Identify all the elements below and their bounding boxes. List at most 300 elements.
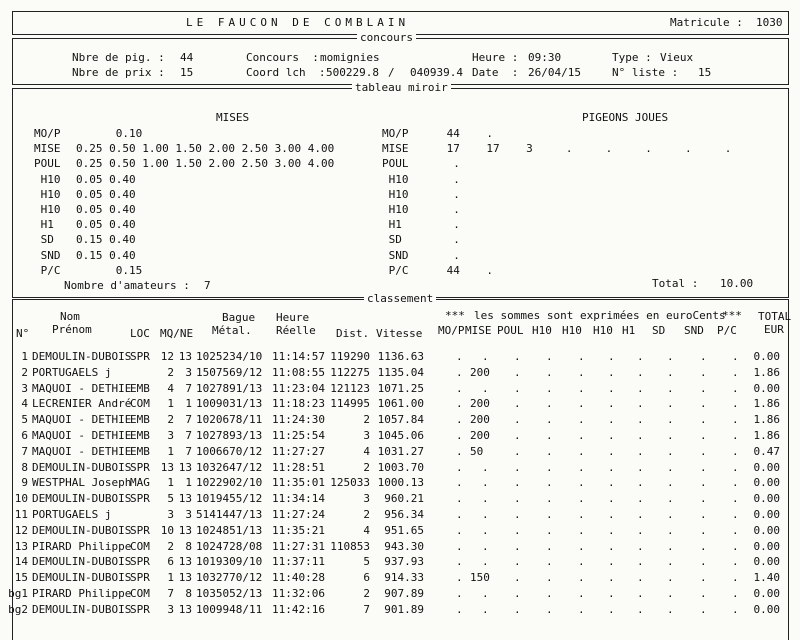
- empty-dot-cell: .: [482, 602, 489, 616]
- pigeons-row-label: H10: [382, 203, 409, 216]
- row-bague: 1032770/12: [196, 571, 263, 585]
- matricule-label: Matricule :: [670, 16, 743, 29]
- row-ne: 13: [178, 602, 192, 616]
- empty-dot-cell: .: [546, 492, 553, 506]
- col-header-stars-left: ***: [445, 309, 465, 322]
- empty-dot-cell: .: [546, 602, 553, 616]
- empty-dot-cell: .: [456, 492, 463, 506]
- empty-dot-cell: .: [514, 397, 521, 411]
- col-header-eur: EUR: [764, 323, 784, 336]
- empty-dot-cell: .: [514, 444, 521, 458]
- row-total: 0.00: [753, 555, 780, 569]
- mises-row-label: SD: [34, 233, 54, 247]
- empty-dot-cell: .: [456, 429, 463, 442]
- empty-dot-cell: .: [608, 381, 615, 395]
- row-name: DEMOULIN-DUBOIS: [32, 492, 132, 506]
- empty-dot-cell: .: [546, 429, 553, 442]
- empty-dot-cell: .: [514, 460, 521, 474]
- tableau-section-title: tableau miroir: [352, 81, 451, 94]
- total-value: 10.00: [720, 277, 754, 290]
- row-mq: 4: [167, 381, 174, 395]
- pigeons-row-values: .: [440, 187, 460, 201]
- table-row: [0, 366, 800, 382]
- empty-dot-cell: .: [546, 381, 553, 395]
- empty-dot-cell: .: [732, 381, 739, 395]
- col-header-h10: H10: [532, 324, 552, 337]
- empty-dot-cell: .: [637, 413, 644, 427]
- row-ne: 13: [178, 571, 192, 585]
- pigeons-row-values: .: [440, 203, 460, 216]
- row-mq: 13: [160, 460, 174, 474]
- empty-dot-cell: .: [514, 523, 521, 537]
- empty-dot-cell: .: [456, 460, 463, 474]
- row-mq: 2: [167, 539, 174, 553]
- row-ne: 1: [185, 476, 192, 490]
- type-value: Vieux: [660, 51, 694, 64]
- empty-dot-cell: .: [637, 539, 644, 553]
- row-dist: 2: [363, 508, 370, 521]
- empty-dot-cell: .: [546, 555, 553, 569]
- empty-dot-cell: .: [482, 460, 489, 474]
- empty-dot-cell: .: [667, 429, 674, 442]
- empty-dot-cell: .: [700, 350, 707, 363]
- row-number: 5: [21, 413, 28, 427]
- row-loc: COM: [130, 587, 150, 600]
- empty-dot-cell: .: [456, 523, 463, 537]
- empty-dot-cell: .: [608, 508, 615, 521]
- pigeons-row-label: MO/P: [382, 127, 409, 140]
- empty-dot-cell: .: [732, 476, 739, 490]
- heure-label: Heure :: [472, 51, 519, 64]
- pigeons-row-label: H10: [382, 172, 409, 186]
- row-vitesse: 1135.04: [377, 365, 424, 379]
- empty-dot-cell: .: [667, 523, 674, 537]
- mises-row-label: MO/P: [34, 127, 61, 140]
- empty-dot-cell: .: [578, 476, 585, 490]
- row-loc: EMB: [130, 413, 150, 427]
- row-heure: 11:27:24: [272, 508, 325, 521]
- row-ne: 7: [185, 444, 192, 458]
- row-total: 0.47: [753, 444, 780, 458]
- empty-dot-cell: .: [456, 444, 463, 458]
- row-number: 13: [14, 539, 28, 553]
- empty-dot-cell: .: [732, 413, 739, 427]
- row-heure: 11:27:31: [272, 539, 325, 553]
- row-total: 0.00: [753, 539, 780, 553]
- row-number: 8: [21, 460, 28, 474]
- row-bague: 1009031/13: [196, 397, 263, 411]
- empty-dot-cell: .: [456, 508, 463, 521]
- col-header-h10: H10: [593, 324, 613, 337]
- empty-dot-cell: .: [456, 476, 463, 490]
- empty-dot-cell: .: [637, 444, 644, 458]
- mises-row-values: 0.15: [76, 263, 143, 277]
- pigeons-row-values: .: [440, 157, 460, 171]
- pigeons-row-values: .: [440, 172, 460, 186]
- empty-dot-cell: .: [732, 539, 739, 553]
- row-vitesse: 1000.13: [377, 476, 424, 490]
- empty-dot-cell: .: [637, 397, 644, 411]
- empty-dot-cell: .: [546, 539, 553, 553]
- empty-dot-cell: .: [578, 492, 585, 506]
- empty-dot-cell: .: [637, 508, 644, 521]
- empty-dot-cell: .: [578, 508, 585, 521]
- row-total: 1.86: [753, 413, 780, 427]
- row-ne: 3: [185, 365, 192, 379]
- empty-dot-cell: .: [514, 508, 521, 521]
- row-mq: 1: [167, 571, 174, 585]
- row-mq: 1: [167, 397, 174, 411]
- row-vitesse: 956.34: [384, 508, 424, 521]
- row-name: DEMOULIN-DUBOIS: [32, 602, 132, 616]
- row-number: 2: [21, 365, 28, 379]
- row-loc: SPR: [130, 350, 150, 363]
- row-vitesse: 943.30: [384, 539, 424, 553]
- row-bague: 5141447/13: [196, 508, 263, 521]
- empty-dot-cell: .: [700, 539, 707, 553]
- empty-dot-cell: .: [608, 523, 615, 537]
- row-dist: 3: [363, 492, 370, 506]
- amateurs-value: 7: [204, 279, 211, 292]
- row-heure: 11:23:04: [272, 381, 325, 395]
- empty-dot-cell: .: [608, 539, 615, 553]
- empty-dot-cell: .: [667, 587, 674, 600]
- col-header-sommes: les sommes sont exprimées en euroCents: [474, 309, 726, 322]
- empty-dot-cell: .: [667, 381, 674, 395]
- row-number: 12: [14, 523, 28, 537]
- row-number: bg1: [8, 587, 28, 600]
- empty-dot-cell: .: [578, 381, 585, 395]
- empty-dot-cell: .: [608, 571, 615, 585]
- row-total: 1.86: [753, 397, 780, 411]
- row-total: 0.00: [753, 492, 780, 506]
- row-dist: 3: [363, 429, 370, 442]
- classement-section-title: classement: [364, 292, 436, 305]
- row-vitesse: 1136.63: [377, 350, 424, 363]
- row-mq: 1: [167, 444, 174, 458]
- col-header-h10: H10: [562, 324, 582, 337]
- row-ne: 13: [178, 460, 192, 474]
- mises-row-label: MISE: [34, 142, 61, 156]
- row-mise: 200: [470, 365, 490, 379]
- row-number: bg2: [8, 602, 28, 616]
- row-vitesse: 1057.84: [377, 413, 424, 427]
- empty-dot-cell: .: [732, 460, 739, 474]
- row-vitesse: 907.89: [384, 587, 424, 600]
- empty-dot-cell: .: [667, 444, 674, 458]
- club-title: LE FAUCON DE COMBLAIN: [186, 16, 410, 29]
- empty-dot-cell: .: [546, 460, 553, 474]
- concours-value: momignies: [320, 51, 380, 64]
- liste-label: N° liste :: [612, 66, 679, 79]
- col-header-no: N°: [16, 327, 30, 340]
- empty-dot-cell: .: [637, 476, 644, 490]
- empty-dot-cell: .: [482, 381, 489, 395]
- row-name: PIRARD Philippe: [32, 587, 132, 600]
- empty-dot-cell: .: [700, 602, 707, 616]
- empty-dot-cell: .: [667, 539, 674, 553]
- row-name: PIRARD Philippe: [32, 539, 132, 553]
- row-heure: 11:32:06: [272, 587, 325, 600]
- row-loc: EMB: [130, 444, 150, 458]
- row-number: 1: [21, 350, 28, 363]
- mises-row-label: H10: [34, 203, 61, 216]
- row-dist: 7: [363, 602, 370, 616]
- row-name: MAQUOI - DETHIE: [32, 413, 132, 427]
- row-name: PORTUGAELS j: [32, 365, 112, 379]
- empty-dot-cell: .: [514, 587, 521, 600]
- row-vitesse: 1071.25: [377, 381, 424, 395]
- col-header-mqne: MQ/NE: [160, 327, 194, 340]
- pigeons-row-values: .: [440, 233, 460, 247]
- row-total: 0.00: [753, 508, 780, 521]
- row-name: LECRENIER André: [32, 397, 132, 411]
- pigeons-row-label: SND: [382, 248, 409, 262]
- row-name: DEMOULIN-DUBOIS: [32, 350, 132, 363]
- col-header-nom: Nom: [60, 310, 80, 323]
- row-loc: SPR: [130, 555, 150, 569]
- empty-dot-cell: .: [700, 508, 707, 521]
- row-number: 4: [21, 397, 28, 411]
- empty-dot-cell: .: [667, 460, 674, 474]
- matricule-value: 1030: [756, 16, 783, 29]
- row-loc: COM: [130, 397, 150, 411]
- col-header-vitesse: Vitesse: [376, 327, 423, 340]
- row-mq: 2: [167, 413, 174, 427]
- row-name: DEMOULIN-DUBOIS: [32, 460, 132, 474]
- liste-value: 15: [698, 66, 712, 79]
- col-header-stars-right: ***: [722, 309, 742, 322]
- empty-dot-cell: .: [667, 350, 674, 363]
- empty-dot-cell: .: [637, 460, 644, 474]
- row-total: 1.86: [753, 429, 780, 442]
- row-bague: 1025234/10: [196, 350, 263, 363]
- row-dist: 112275: [330, 365, 370, 379]
- mises-title: MISES: [216, 111, 250, 124]
- empty-dot-cell: .: [546, 350, 553, 363]
- row-dist: 2: [363, 413, 370, 427]
- empty-dot-cell: .: [514, 555, 521, 569]
- mises-row-values: 0.05 0.40: [76, 172, 136, 186]
- col-header-mop: MO/P: [438, 324, 465, 337]
- empty-dot-cell: .: [637, 571, 644, 585]
- empty-dot-cell: .: [732, 555, 739, 569]
- empty-dot-cell: .: [608, 476, 615, 490]
- empty-dot-cell: .: [700, 429, 707, 442]
- empty-dot-cell: .: [667, 492, 674, 506]
- empty-dot-cell: .: [700, 555, 707, 569]
- row-name: MAQUOI - DETHIE: [32, 444, 132, 458]
- row-bague: 1035052/13: [196, 587, 263, 600]
- date-value: 26/04/15: [528, 66, 581, 79]
- col-header-prenom: Prénom: [52, 323, 92, 336]
- col-header-pc: P/C: [717, 324, 737, 337]
- empty-dot-cell: .: [456, 413, 463, 427]
- row-number: 11: [14, 508, 28, 521]
- empty-dot-cell: .: [667, 413, 674, 427]
- empty-dot-cell: .: [482, 555, 489, 569]
- empty-dot-cell: .: [546, 397, 553, 411]
- date-label: Date :: [472, 66, 519, 79]
- table-row: [0, 429, 800, 445]
- row-mise: 200: [470, 413, 490, 427]
- empty-dot-cell: .: [482, 508, 489, 521]
- row-heure: 11:40:28: [272, 571, 325, 585]
- amateurs-label: Nombre d'amateurs :: [64, 279, 190, 292]
- empty-dot-cell: .: [546, 365, 553, 379]
- table-row: [0, 445, 800, 461]
- row-bague: 1019455/12: [196, 492, 263, 506]
- empty-dot-cell: .: [700, 571, 707, 585]
- empty-dot-cell: .: [456, 397, 463, 411]
- row-bague: 1020678/11: [196, 413, 263, 427]
- row-vitesse: 914.33: [384, 571, 424, 585]
- empty-dot-cell: .: [667, 602, 674, 616]
- table-row: [0, 508, 800, 524]
- empty-dot-cell: .: [700, 492, 707, 506]
- empty-dot-cell: .: [546, 587, 553, 600]
- empty-dot-cell: .: [732, 350, 739, 363]
- col-header-heure: Heure: [276, 311, 310, 324]
- row-loc: SPR: [130, 602, 150, 616]
- col-header-metal: Métal.: [212, 324, 252, 337]
- col-header-total: TOTAL: [758, 310, 792, 323]
- empty-dot-cell: .: [578, 555, 585, 569]
- row-number: 10: [14, 492, 28, 506]
- empty-dot-cell: .: [578, 350, 585, 363]
- row-mise: 200: [470, 429, 490, 442]
- row-dist: 125033: [330, 476, 370, 490]
- row-heure: 11:14:57: [272, 350, 325, 363]
- row-dist: 2: [363, 460, 370, 474]
- row-heure: 11:35:01: [272, 476, 325, 490]
- empty-dot-cell: .: [578, 571, 585, 585]
- empty-dot-cell: .: [546, 476, 553, 490]
- table-row: [0, 571, 800, 587]
- row-heure: 11:28:51: [272, 460, 325, 474]
- row-bague: 1027893/13: [196, 429, 263, 442]
- empty-dot-cell: .: [482, 587, 489, 600]
- empty-dot-cell: .: [732, 444, 739, 458]
- empty-dot-cell: .: [546, 523, 553, 537]
- row-ne: 13: [178, 492, 192, 506]
- empty-dot-cell: .: [578, 429, 585, 442]
- row-bague: 1032647/12: [196, 460, 263, 474]
- row-loc: EMB: [130, 381, 150, 395]
- row-ne: 8: [185, 587, 192, 600]
- row-heure: 11:24:30: [272, 413, 325, 427]
- empty-dot-cell: .: [608, 397, 615, 411]
- row-vitesse: 951.65: [384, 523, 424, 537]
- empty-dot-cell: .: [667, 508, 674, 521]
- row-name: MAQUOI - DETHIE: [32, 381, 132, 395]
- row-ne: 13: [178, 555, 192, 569]
- empty-dot-cell: .: [608, 413, 615, 427]
- nbre-pig-label: Nbre de pig. :: [72, 51, 165, 64]
- row-heure: 11:42:16: [272, 602, 325, 616]
- row-number: 9: [21, 476, 28, 490]
- row-dist: 2: [363, 587, 370, 600]
- row-loc: SPR: [130, 492, 150, 506]
- empty-dot-cell: .: [514, 492, 521, 506]
- empty-dot-cell: .: [578, 397, 585, 411]
- empty-dot-cell: .: [700, 587, 707, 600]
- coord-separator: /: [388, 66, 395, 79]
- mises-row-label: POUL: [34, 157, 61, 171]
- mises-row-values: 0.15 0.40: [76, 233, 136, 247]
- mises-row-label: H10: [34, 187, 61, 201]
- row-loc: EMB: [130, 429, 150, 442]
- empty-dot-cell: .: [700, 365, 707, 379]
- row-name: PORTUGAELS j: [32, 508, 112, 521]
- row-mise: 150: [470, 571, 490, 585]
- empty-dot-cell: .: [637, 350, 644, 363]
- nbre-pig-value: 44: [180, 51, 194, 64]
- row-total: 0.00: [753, 381, 780, 395]
- table-row: [0, 397, 800, 413]
- row-vitesse: 1031.27: [377, 444, 424, 458]
- empty-dot-cell: .: [700, 460, 707, 474]
- empty-dot-cell: .: [732, 571, 739, 585]
- table-row: [0, 540, 800, 556]
- row-mise: 50: [470, 444, 484, 458]
- pigeons-row-label: SD: [382, 233, 402, 247]
- col-header-mise: MISE: [465, 324, 492, 337]
- empty-dot-cell: .: [667, 476, 674, 490]
- row-mise: 200: [470, 397, 490, 411]
- row-name: DEMOULIN-DUBOIS: [32, 571, 132, 585]
- row-number: 15: [14, 571, 28, 585]
- empty-dot-cell: .: [546, 413, 553, 427]
- row-mq: 6: [167, 555, 174, 569]
- row-mq: 10: [160, 523, 174, 537]
- pigeons-row-values: .: [440, 248, 460, 262]
- type-label: Type :: [612, 51, 652, 64]
- row-vitesse: 901.89: [384, 602, 424, 616]
- table-row: [0, 524, 800, 540]
- row-mq: 2: [167, 365, 174, 379]
- coord-label: Coord lch :: [246, 66, 326, 79]
- empty-dot-cell: .: [608, 460, 615, 474]
- empty-dot-cell: .: [732, 429, 739, 442]
- pigeons-row-label: MISE: [382, 142, 409, 156]
- row-bague: 1022902/10: [196, 476, 263, 490]
- row-bague: 1009948/11: [196, 602, 263, 616]
- row-mq: 7: [167, 587, 174, 600]
- empty-dot-cell: .: [514, 429, 521, 442]
- empty-dot-cell: .: [456, 539, 463, 553]
- empty-dot-cell: .: [637, 523, 644, 537]
- row-total: 0.00: [753, 350, 780, 363]
- col-header-sd: SD: [652, 324, 666, 337]
- row-heure: 11:25:54: [272, 429, 325, 442]
- row-ne: 7: [185, 381, 192, 395]
- row-dist: 110853: [330, 539, 370, 553]
- empty-dot-cell: .: [608, 365, 615, 379]
- row-loc: SPR: [130, 460, 150, 474]
- row-dist: 4: [363, 523, 370, 537]
- empty-dot-cell: .: [667, 555, 674, 569]
- empty-dot-cell: .: [514, 365, 521, 379]
- row-number: 7: [21, 444, 28, 458]
- empty-dot-cell: .: [732, 492, 739, 506]
- table-row: [0, 476, 800, 492]
- col-header-bague: Bague: [222, 311, 256, 324]
- table-row: [0, 382, 800, 398]
- mises-row-label: P/C: [34, 263, 61, 277]
- row-bague: 1027891/13: [196, 381, 263, 395]
- row-ne: 7: [185, 429, 192, 442]
